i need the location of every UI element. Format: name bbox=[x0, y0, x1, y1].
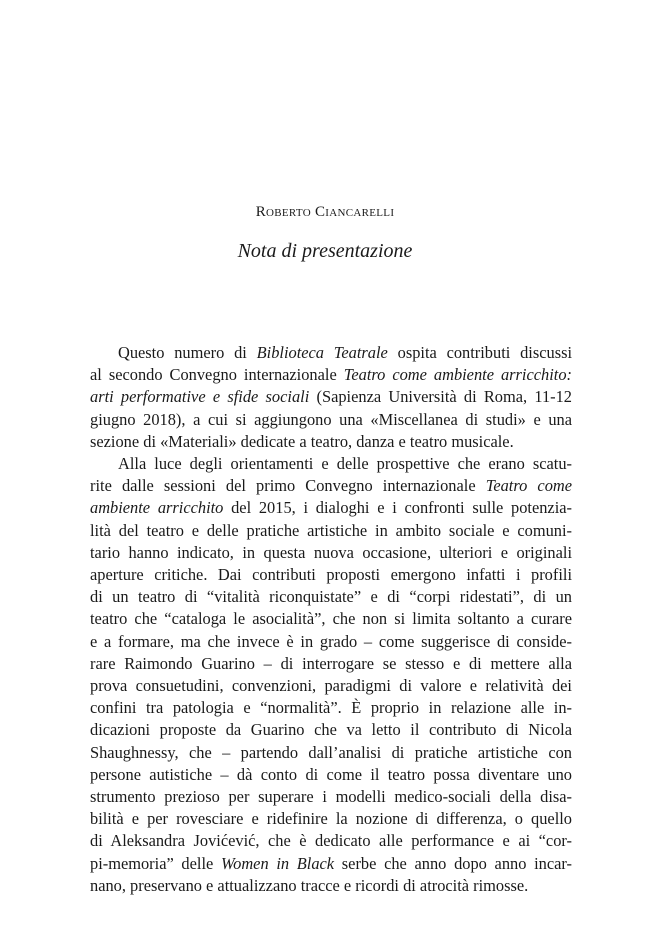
text-segment: ospita contributi discussi bbox=[387, 343, 573, 362]
text-segment: di un teatro di “vitalità riconquistate” e di “corpi ridestati”, di un bbox=[90, 587, 572, 607]
italic-segment: Women in Black bbox=[220, 853, 335, 873]
text-line bbox=[90, 697, 572, 719]
text-segment: rare Raimondo Guarino – di interrogare se stesso e di mettere alla bbox=[90, 653, 572, 673]
text-segment: confini tra patologia e “normalità”. È proprio in relazione alle in- bbox=[90, 698, 572, 718]
author-name: Roberto Ciancarelli bbox=[255, 204, 395, 220]
text-line bbox=[90, 631, 572, 653]
italic-segment: Biblioteca Teatrale bbox=[256, 343, 388, 362]
text-line bbox=[90, 764, 572, 786]
text-segment: lità del teatro e delle pratiche artistiche in ambito sociale e comuni- bbox=[90, 520, 572, 540]
text-line bbox=[90, 475, 572, 497]
text-line bbox=[90, 497, 572, 519]
text-line bbox=[90, 830, 572, 852]
text-segment: nano, preservano e attualizzano tracce e ricordi di atrocità rimosse. bbox=[90, 875, 529, 895]
text-segment: tario hanno indicato, in questa nuova occasione, ulteriori e originali bbox=[90, 542, 572, 562]
text-segment: prova consuetudini, convenzioni, paradigmi di valore e relatività dei bbox=[90, 676, 572, 696]
article-title: Nota di presentazione bbox=[237, 240, 413, 262]
text-line bbox=[90, 586, 572, 608]
text-segment: pi-memoria” delle bbox=[90, 853, 221, 873]
text-line bbox=[90, 364, 572, 386]
text-segment: aperture critiche. Dai contributi proposti emergono infatti i profili bbox=[90, 565, 572, 585]
italic-segment: ambiente arricchito bbox=[90, 498, 224, 518]
text-segment: al secondo Convegno internazionale bbox=[90, 365, 344, 385]
text-line bbox=[90, 564, 572, 586]
text-segment: e a formare, ma che invece è in grado – come suggerisce di conside- bbox=[90, 631, 572, 651]
text-line bbox=[90, 808, 572, 830]
text-line bbox=[90, 653, 572, 675]
text-segment: rite dalle sessioni del primo Convegno internazionale bbox=[90, 476, 486, 496]
text-segment: sezione di «Materiali» dedicate a teatro, danza e teatro musicale. bbox=[90, 431, 514, 451]
text-segment: strumento prezioso per superare i modelli medico-sociali della disa- bbox=[90, 787, 572, 807]
text-segment: giugno 2018), a cui si aggiungono una «Miscellanea di studi» e una bbox=[90, 409, 572, 429]
text-segment: serbe che anno dopo anno incar- bbox=[334, 853, 572, 873]
text-line bbox=[90, 742, 572, 764]
text-line bbox=[90, 675, 572, 697]
text-segment: dicazioni proposte da Guarino che va letto il contributo di Nicola bbox=[90, 720, 572, 740]
body-paragraphs bbox=[90, 342, 572, 897]
italic-segment: Teatro come ambiente arricchito: bbox=[343, 365, 572, 385]
text-segment: persone autistiche – dà conto di come il teatro possa diventare uno bbox=[90, 764, 572, 784]
text-line bbox=[90, 608, 572, 630]
text-line bbox=[90, 520, 572, 542]
text-line bbox=[90, 431, 572, 453]
text-segment: di Aleksandra Jovićević, che è dedicato alle performance e ai “cor- bbox=[90, 831, 572, 851]
text-line bbox=[90, 542, 572, 564]
text-segment: Alla luce degli orientamenti e delle prospettive che erano scatu- bbox=[118, 454, 572, 474]
italic-segment: Teatro come bbox=[485, 476, 573, 496]
text-segment: del 2015, i dialoghi e i confronti sulle potenzia- bbox=[223, 498, 572, 518]
text-line bbox=[90, 786, 572, 808]
text-line bbox=[90, 453, 572, 475]
text-line bbox=[90, 853, 572, 875]
text-segment: bilità e per rovesciare e ridefinire la nozione di differenza, o quello bbox=[90, 809, 572, 829]
text-segment: Shaughnessy, che – partendo dall’analisi di pratiche artistiche con bbox=[90, 742, 572, 762]
italic-segment: arti performative e sfide sociali bbox=[90, 387, 310, 407]
text-line bbox=[90, 409, 572, 431]
text-segment: teatro che “cataloga le asocialità”, che non si limita soltanto a curare bbox=[90, 609, 572, 629]
text-line bbox=[90, 342, 572, 364]
text-segment: Questo numero di bbox=[118, 343, 257, 362]
text-segment: (Sapienza Università di Roma, 11-12 bbox=[309, 387, 572, 407]
text-line bbox=[90, 719, 572, 741]
text-line bbox=[90, 386, 572, 408]
text-line bbox=[90, 875, 572, 897]
